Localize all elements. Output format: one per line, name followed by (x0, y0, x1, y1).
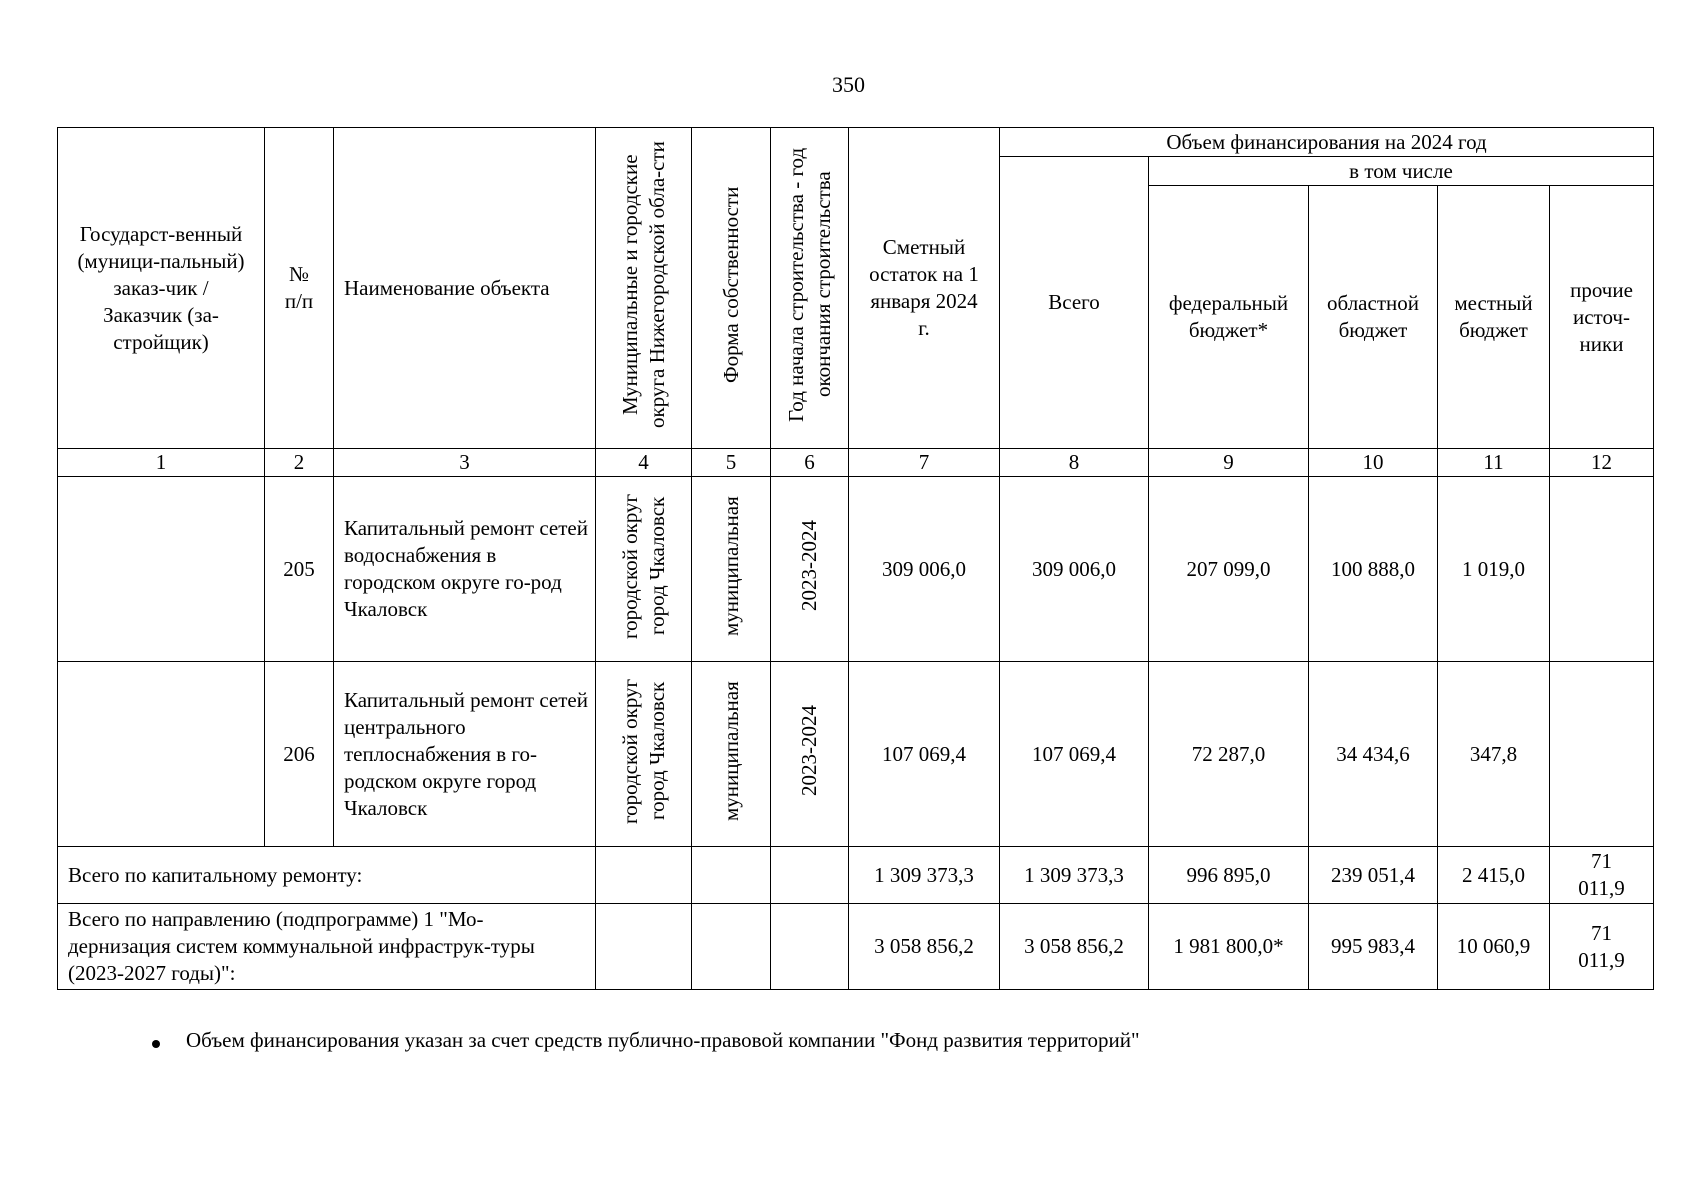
header-object-name: Наименование объекта (334, 128, 596, 449)
row-object-name: Капитальный ремонт сетей центрального теплоснабжения в го-родском округе город Чкаловск (334, 662, 596, 847)
column-number: 1 (58, 449, 265, 477)
table-row (58, 662, 1654, 847)
column-number: 9 (1149, 449, 1309, 477)
row-federal: 72 287,0 (1149, 662, 1309, 847)
header-district (596, 128, 692, 449)
row-customer (58, 662, 265, 847)
column-number: 3 (334, 449, 596, 477)
financing-table (57, 127, 1654, 990)
total-label: Всего по капитальному ремонту: (58, 847, 596, 904)
row-other (1550, 477, 1654, 662)
total-local: 10 060,9 (1438, 904, 1550, 990)
row-total: 107 069,4 (1000, 662, 1149, 847)
column-number-row (58, 449, 1654, 477)
total-regional: 239 051,4 (1309, 847, 1438, 904)
row-customer (58, 477, 265, 662)
row-local: 347,8 (1438, 662, 1550, 847)
header-ownership-text: Форма собственности (718, 186, 743, 383)
header-years-text: Год начала строительства - год окончания строительства (783, 147, 835, 422)
total-total: 1 309 373,3 (1000, 847, 1149, 904)
row-years (771, 662, 849, 847)
header-customer: Государст-венный (муници-пальный) заказ-чик / Заказчик (за-стройщик) (58, 128, 265, 449)
total-district (596, 904, 692, 990)
row-estimate: 107 069,4 (849, 662, 1000, 847)
total-label: Всего по направлению (подпрограмме) 1 "Мо-дернизация систем коммунальной инфраструк-туры (2023-2027 годы)": (58, 904, 596, 990)
total-ownership (692, 847, 771, 904)
total-local: 2 415,0 (1438, 847, 1550, 904)
header-other: прочие источ-ники (1550, 186, 1654, 449)
column-number: 4 (596, 449, 692, 477)
row-local: 1 019,0 (1438, 477, 1550, 662)
total-years (771, 904, 849, 990)
header-years (771, 128, 849, 449)
row-years (771, 477, 849, 662)
column-number: 12 (1550, 449, 1654, 477)
row-number: 206 (265, 662, 334, 847)
row-district-text: городской округ город Чкаловск (617, 677, 669, 824)
row-district-text: городской округ город Чкаловск (617, 492, 669, 639)
total-other: 71 011,9 (1550, 904, 1654, 990)
row-district (596, 662, 692, 847)
bullet-icon (152, 1040, 160, 1048)
row-federal: 207 099,0 (1149, 477, 1309, 662)
header-local: местный бюджет (1438, 186, 1550, 449)
table-row (58, 477, 1654, 662)
row-ownership-text: муниципальная (718, 495, 743, 636)
row-regional: 100 888,0 (1309, 477, 1438, 662)
column-number: 11 (1438, 449, 1550, 477)
row-ownership-text: муниципальная (718, 680, 743, 821)
header-district-text: Муниципальные и городские округа Нижегородской обла-сти (617, 141, 669, 428)
column-number: 6 (771, 449, 849, 477)
header-total: Всего (1000, 157, 1149, 449)
header-including: в том числе (1149, 157, 1654, 186)
total-years (771, 847, 849, 904)
total-estimate: 3 058 856,2 (849, 904, 1000, 990)
row-ownership (692, 477, 771, 662)
row-years-text: 2023-2024 (797, 705, 821, 796)
total-ownership (692, 904, 771, 990)
total-other: 71 011,9 (1550, 847, 1654, 904)
column-number: 2 (265, 449, 334, 477)
row-district (596, 477, 692, 662)
total-district (596, 847, 692, 904)
footnote: Объем финансирования указан за счет средств публично-правовой компании "Фонд развития территорий" (186, 1028, 1140, 1052)
total-federal: 1 981 800,0* (1149, 904, 1309, 990)
header-number: № п/п (265, 128, 334, 449)
total-total: 3 058 856,2 (1000, 904, 1149, 990)
column-number: 5 (692, 449, 771, 477)
row-estimate: 309 006,0 (849, 477, 1000, 662)
column-number: 7 (849, 449, 1000, 477)
column-number: 8 (1000, 449, 1149, 477)
header-federal: федеральный бюджет* (1149, 186, 1309, 449)
row-number: 205 (265, 477, 334, 662)
row-years-text: 2023-2024 (797, 520, 821, 611)
header-regional: областной бюджет (1309, 186, 1438, 449)
row-object-name: Капитальный ремонт сетей водоснабжения в городском округе го-род Чкаловск (334, 477, 596, 662)
page-number: 350 (832, 72, 865, 97)
row-other (1550, 662, 1654, 847)
header-ownership (692, 128, 771, 449)
column-number: 10 (1309, 449, 1438, 477)
header-estimate: Сметный остаток на 1 января 2024 г. (849, 128, 1000, 449)
row-ownership (692, 662, 771, 847)
total-row (58, 904, 1654, 990)
total-estimate: 1 309 373,3 (849, 847, 1000, 904)
total-row (58, 847, 1654, 904)
row-total: 309 006,0 (1000, 477, 1149, 662)
header-funding-group: Объем финансирования на 2024 год (1000, 128, 1654, 157)
total-regional: 995 983,4 (1309, 904, 1438, 990)
total-federal: 996 895,0 (1149, 847, 1309, 904)
row-regional: 34 434,6 (1309, 662, 1438, 847)
